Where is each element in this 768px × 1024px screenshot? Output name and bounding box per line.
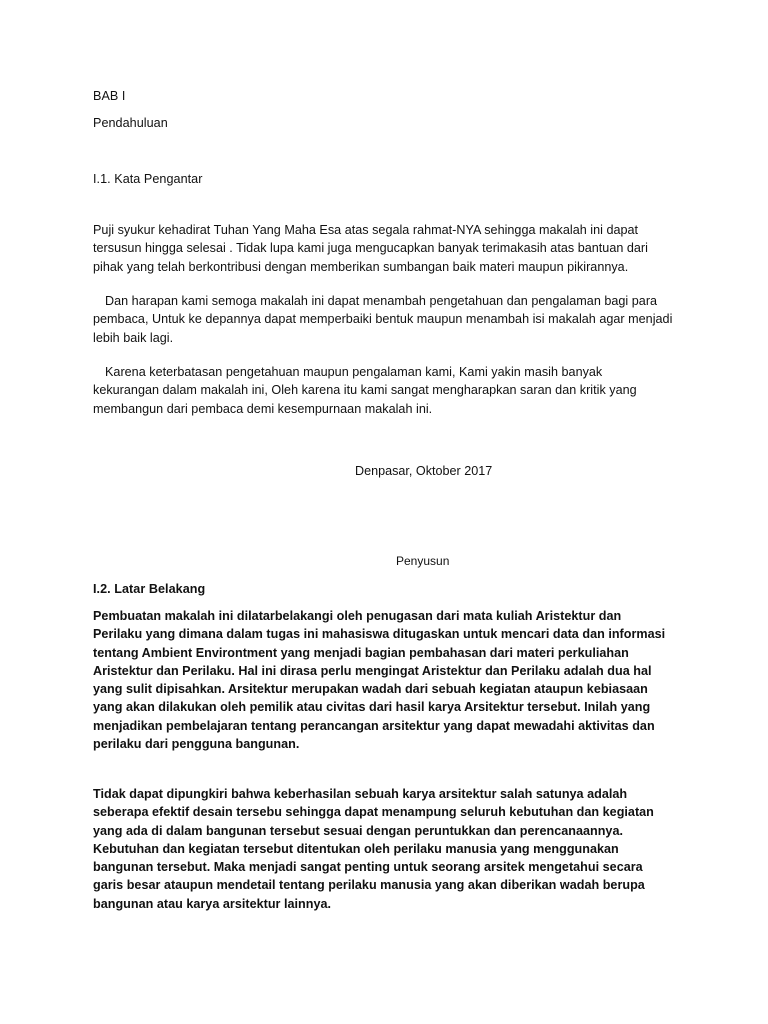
section-1-heading: I.1. Kata Pengantar bbox=[93, 172, 203, 186]
section-1-paragraph-3: Karena keterbatasan pengetahuan maupun pengalaman kami, Kami yakin masih banyak kekurangan dalam makalah ini, Oleh karena itu kami sangat mengharapkan saran dan kritik yang membangun dari pembaca demi kesempurnaan makalah ini. bbox=[93, 365, 637, 416]
signature-label: Penyusun bbox=[396, 554, 450, 568]
place-date: Denpasar, Oktober 2017 bbox=[355, 464, 493, 478]
section-1-paragraph-1: Puji syukur kehadirat Tuhan Yang Maha Esa atas segala rahmat-NYA sehingga makalah ini dapat tersusun hingga selesai . Tidak lupa kami juga mengucapkan banyak terimakasih atas bantuan dari pihak yang telah berkontribusi dengan memberikan sumbangan baik materi maupun pikirannya. bbox=[93, 223, 648, 274]
section-2-heading: I.2. Latar Belakang bbox=[93, 582, 206, 596]
section-2-paragraph-2: Tidak dapat dipungkiri bahwa keberhasilan sebuah karya arsitektur salah satunya adalah seberapa efektif desain tersebu sehingga dapat menampung seluruh kebutuhan dan kegiatan yang ada di dalam bangunan tersebut sesuai dengan peruntukkan dan perencanaannya. Kebutuhan dan kegiatan tersebut ditentukan oleh perilaku manusia yang menggunakan bangunan tersebut. Maka menjadi sangat penting untuk seorang arsitek mengetahui secara garis besar ataupun mendetail tentang perilaku manusia yang akan diberikan wadah berupa bangunan atau karya arsitektur lainnya. bbox=[93, 787, 654, 911]
section-2-paragraph-1: Pembuatan makalah ini dilatarbelakangi oleh penugasan dari mata kuliah Aristektur dan Perilaku yang dimana dalam tugas ini mahasiswa ditugaskan untuk mencari data dan informasi tentang Ambient Environtment yang menjadi bagian pembahasan dari materi perkuliahan Aristektur dan Perilaku. Hal ini dirasa perlu mengingat Aristektur dan Perilaku adalah dua hal yang sulit dipisahkan. Arsitektur merupakan wadah dari sebuah kegiatan ataupun kebiasaan yang akan dilakukan oleh pemilik atau civitas dari hasil karya Arsitektur tersebut. Inilah yang menjadikan pembelajaran tentang perancangan arsitektur yang dapat mewadahi aktivitas dan perilaku dari pengguna bangunan. bbox=[93, 609, 666, 752]
chapter-title: Pendahuluan bbox=[93, 116, 168, 130]
chapter-number: BAB I bbox=[93, 89, 126, 103]
section-1-paragraph-2: Dan harapan kami semoga makalah ini dapat menambah pengetahuan dan pengalaman bagi para pembaca, Untuk ke depannya dapat memperbaiki bentuk maupun menambah isi makalah agar menjadi lebih baik lagi. bbox=[93, 294, 673, 345]
